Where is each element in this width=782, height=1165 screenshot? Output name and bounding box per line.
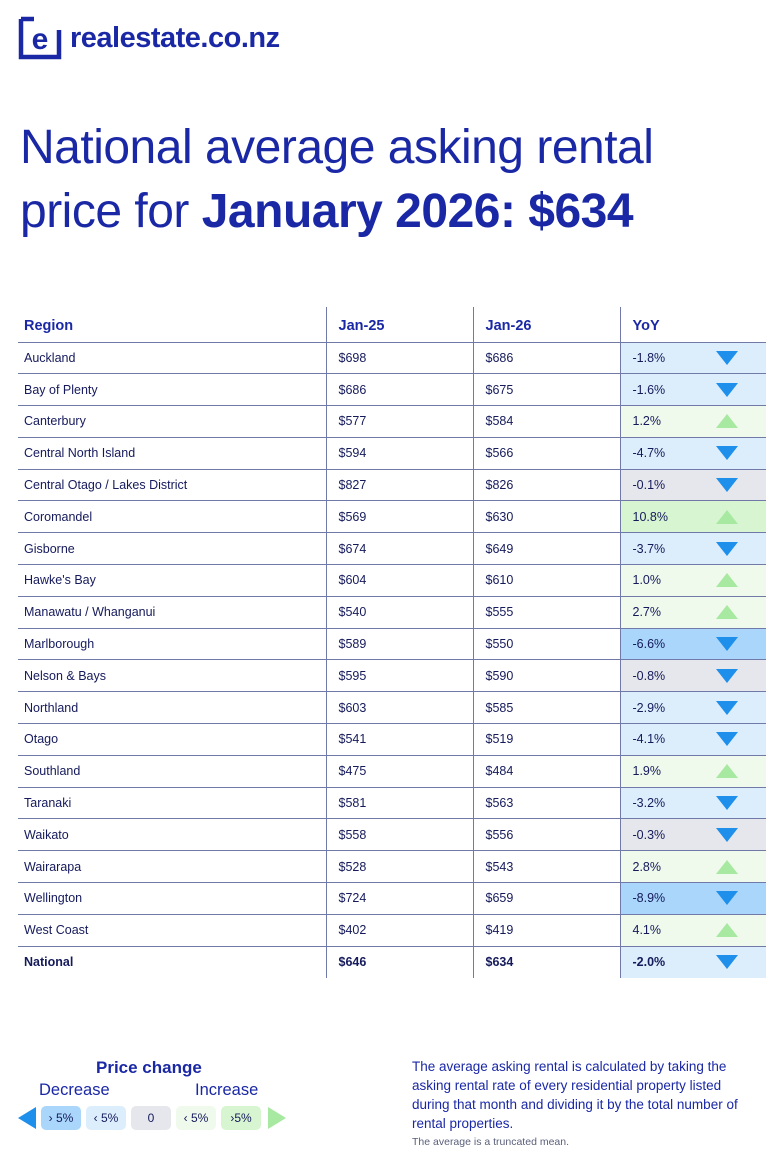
arrow-up-icon [716,573,738,587]
triangle-left-icon [18,1107,36,1129]
table-row [18,628,766,660]
jan26-cell: $419 [473,914,620,946]
region-cell: Southland [18,755,326,787]
jan25-cell: $589 [326,628,473,660]
headline-line2-prefix: price for [20,185,202,238]
table-row [18,501,766,533]
table-body [18,342,766,978]
jan25-cell: $594 [326,437,473,469]
yoy-cell [620,883,766,915]
region-cell: Hawke's Bay [18,565,326,597]
table-row [18,469,766,501]
legend-chip-small-increase: ‹ 5% [176,1106,216,1130]
arrow-down-icon [716,351,738,365]
yoy-cell [620,787,766,819]
yoy-value: -8.9% [632,891,666,906]
table-row [18,883,766,915]
arrow-up-icon [716,860,738,874]
table-row [18,946,766,978]
yoy-value: -4.1% [632,732,666,747]
jan25-cell: $581 [326,787,473,819]
table-row [18,596,766,628]
jan26-cell: $550 [473,628,620,660]
yoy-cell [620,692,766,724]
yoy-value: -2.0% [632,955,666,970]
yoy-value: -2.9% [632,700,666,715]
jan25-cell: $528 [326,851,473,883]
jan25-cell: $577 [326,406,473,438]
realestate-logo-icon [18,16,62,60]
yoy-value: -0.1% [632,478,666,493]
yoy-value: -1.6% [632,382,666,397]
yoy-value: -3.7% [632,541,666,556]
jan25-cell: $604 [326,565,473,597]
brand-logo[interactable] [18,16,280,60]
region-cell: Manawatu / Whanganui [18,596,326,628]
headline-line2-bold: January 2026: $634 [201,185,634,238]
yoy-value: 4.1% [632,923,661,938]
arrow-down-icon [716,669,738,683]
yoy-cell [620,914,766,946]
jan26-cell: $686 [473,342,620,374]
region-cell: Nelson & Bays [18,660,326,692]
legend-decrease-label: Decrease [39,1081,110,1099]
arrow-down-icon [716,828,738,842]
headline-line1: National average asking rental [20,121,654,174]
jan25-cell: $402 [326,914,473,946]
table-row [18,533,766,565]
legend-title: Price change [96,1058,202,1077]
region-cell: Marlborough [18,628,326,660]
legend-scale [18,1106,308,1130]
table-row [18,819,766,851]
jan26-cell: $584 [473,406,620,438]
header-yoy: YoY [620,307,766,342]
yoy-cell [620,819,766,851]
arrow-down-icon [716,446,738,460]
yoy-cell [620,533,766,565]
page-title [20,116,760,244]
jan26-cell: $519 [473,724,620,756]
table-row [18,787,766,819]
region-cell: National [24,955,74,970]
jan25-cell: $603 [326,692,473,724]
arrow-down-icon [716,637,738,651]
table-row [18,342,766,374]
table-row [18,374,766,406]
legend-increase-label: Increase [195,1081,259,1099]
yoy-value: -4.7% [632,446,666,461]
triangle-right-icon [268,1107,286,1129]
region-cell: Bay of Plenty [18,374,326,406]
jan26-cell: $585 [473,692,620,724]
methodology-note: The average asking rental is calculated by taking the asking rental rate of every residential property listed during that month and dividing it by the total number of rental properties. [412,1059,738,1131]
table-row [18,851,766,883]
region-cell: West Coast [18,914,326,946]
jan26-cell: $563 [473,787,620,819]
arrow-down-icon [716,955,738,969]
jan26-cell: $484 [473,755,620,787]
legend-chip-large-decrease: › 5% [41,1106,81,1130]
jan25-cell: $541 [326,724,473,756]
legend-chip-no-change: 0 [131,1106,171,1130]
region-cell: Canterbury [18,406,326,438]
jan25-cell: $698 [326,342,473,374]
yoy-value: -0.3% [632,827,666,842]
yoy-value: -3.2% [632,796,666,811]
yoy-cell [620,501,766,533]
yoy-cell [620,946,766,978]
logo-letter: e [31,23,49,56]
arrow-down-icon [716,542,738,556]
jan26-cell: $610 [473,565,620,597]
brand-name: realestate.co.nz [70,21,280,54]
yoy-cell [620,851,766,883]
jan25-cell: $724 [326,883,473,915]
arrow-down-icon [716,891,738,905]
jan25-cell: $827 [326,469,473,501]
arrow-up-icon [716,605,738,619]
yoy-cell [620,565,766,597]
region-cell: Gisborne [18,533,326,565]
yoy-cell [620,596,766,628]
arrow-down-icon [716,701,738,715]
table-row [18,724,766,756]
yoy-cell [620,724,766,756]
yoy-value: 1.0% [632,573,661,588]
jan26-cell: $826 [473,469,620,501]
yoy-value: 10.8% [632,509,668,524]
region-cell: Wellington [18,883,326,915]
region-cell: Central Otago / Lakes District [18,469,326,501]
jan25-cell: $475 [326,755,473,787]
jan26-cell: $630 [473,501,620,533]
arrow-down-icon [716,796,738,810]
yoy-cell [620,342,766,374]
rental-price-table [18,307,766,978]
yoy-cell [620,469,766,501]
region-cell: Otago [18,724,326,756]
arrow-down-icon [716,732,738,746]
jan25-cell: $686 [326,374,473,406]
yoy-cell [620,437,766,469]
arrow-up-icon [716,414,738,428]
arrow-down-icon [716,478,738,492]
header-region: Region [18,307,326,342]
legend-chip-large-increase: ›5% [221,1106,261,1130]
table-row [18,755,766,787]
region-cell: Northland [18,692,326,724]
jan26-cell: $675 [473,374,620,406]
header-jan25: Jan-25 [326,307,473,342]
yoy-cell [620,374,766,406]
table-row [18,914,766,946]
jan26-cell: $649 [473,533,620,565]
jan26-cell: $659 [473,883,620,915]
region-cell: Wairarapa [18,851,326,883]
yoy-value: -6.6% [632,637,666,652]
yoy-cell [620,628,766,660]
yoy-cell [620,660,766,692]
arrow-up-icon [716,510,738,524]
truncated-mean-note: The average is a truncated mean. [412,1136,570,1148]
jan26-cell: $556 [473,819,620,851]
jan25-cell: $674 [326,533,473,565]
region-cell: Central North Island [18,437,326,469]
table-row [18,437,766,469]
legend-chip-small-decrease: ‹ 5% [86,1106,126,1130]
yoy-cell [620,406,766,438]
yoy-value: -1.8% [632,350,666,365]
arrow-up-icon [716,764,738,778]
region-cell: Waikato [18,819,326,851]
table-row [18,406,766,438]
yoy-value: 2.8% [632,859,661,874]
yoy-cell [620,755,766,787]
jan25-cell: $646 [326,946,473,978]
jan25-cell: $595 [326,660,473,692]
yoy-value: 2.7% [632,605,661,620]
region-cell: Auckland [18,342,326,374]
yoy-value: 1.9% [632,764,661,779]
yoy-value: -0.8% [632,668,666,683]
region-cell: Taranaki [18,787,326,819]
jan26-cell: $566 [473,437,620,469]
arrow-up-icon [716,923,738,937]
jan25-cell: $569 [326,501,473,533]
yoy-value: 1.2% [632,414,661,429]
table-row [18,660,766,692]
table-header-row [18,307,766,342]
jan26-cell: $634 [473,946,620,978]
jan25-cell: $540 [326,596,473,628]
header-jan26: Jan-26 [473,307,620,342]
jan25-cell: $558 [326,819,473,851]
arrow-down-icon [716,383,738,397]
jan26-cell: $543 [473,851,620,883]
table-row [18,692,766,724]
jan26-cell: $555 [473,596,620,628]
region-cell: Coromandel [18,501,326,533]
table-row [18,565,766,597]
jan26-cell: $590 [473,660,620,692]
